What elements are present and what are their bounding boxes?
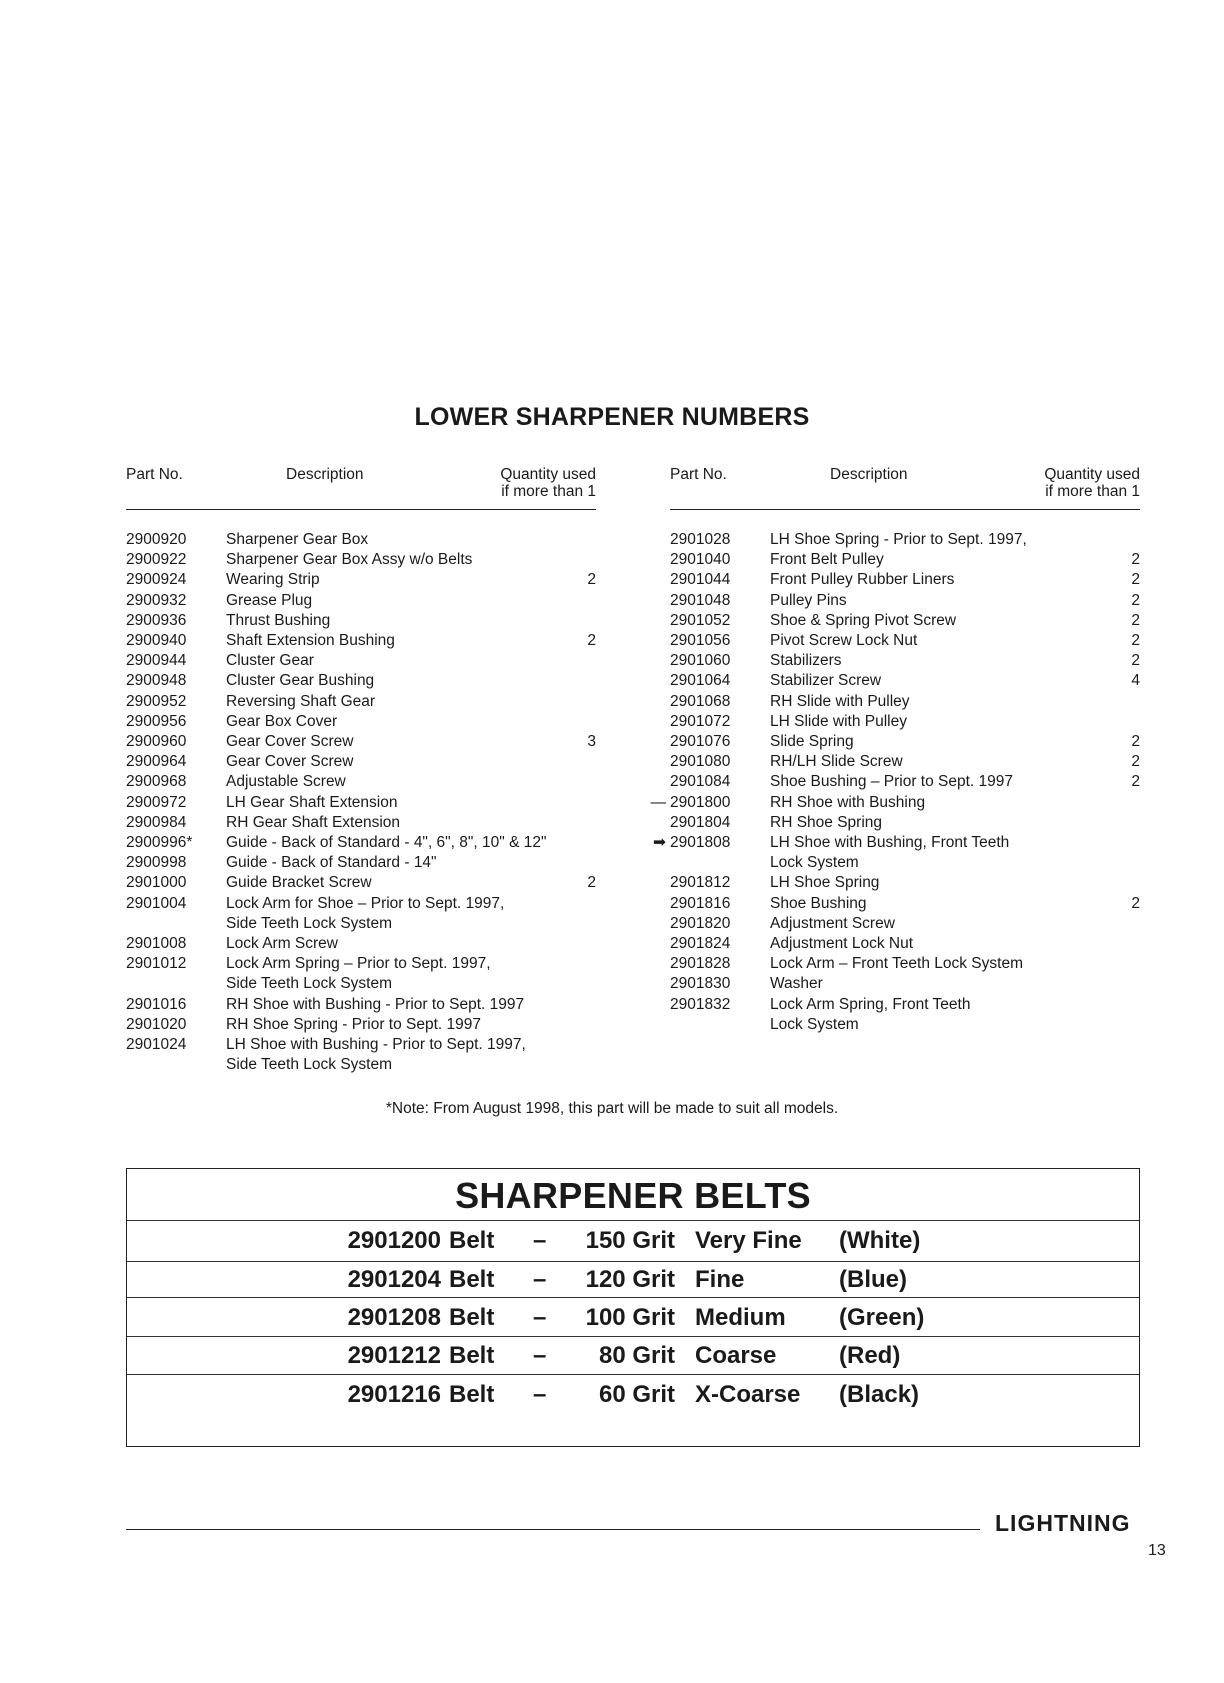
table-row <box>670 591 1140 611</box>
belt-color: (Blue) <box>839 1266 907 1293</box>
belt-grit: 120 Grit <box>585 1266 675 1293</box>
description-line: Wearing Strip <box>226 571 320 589</box>
part-no-header: Part No. <box>126 466 183 483</box>
left-parts-list <box>126 530 596 1075</box>
part-quantity: 2 <box>587 632 596 650</box>
belt-grade: Medium <box>695 1304 786 1331</box>
table-row <box>126 833 596 853</box>
description-header: Description <box>286 466 364 483</box>
part-description <box>770 651 1100 671</box>
part-number: 2900922 <box>126 551 187 569</box>
belt-dash: – <box>533 1304 547 1331</box>
part-quantity: 3 <box>587 733 596 751</box>
part-number: 2901084 <box>670 773 731 791</box>
part-quantity: 2 <box>587 874 596 892</box>
belt-grade: Coarse <box>695 1342 777 1369</box>
part-number: 2901830 <box>670 975 731 993</box>
belt-row <box>127 1375 1139 1415</box>
quantity-header <box>1044 466 1140 500</box>
part-description <box>770 671 1100 691</box>
part-description <box>770 914 1100 934</box>
part-number: 2901040 <box>670 551 731 569</box>
belt-grit: 100 Grit <box>585 1304 675 1331</box>
part-number: 2900948 <box>126 672 187 690</box>
part-number: 2900924 <box>126 571 187 589</box>
table-row <box>126 712 596 732</box>
description-line: Lock Arm Spring – Prior to Sept. 1997, <box>226 955 491 973</box>
description-line: Slide Spring <box>770 733 854 751</box>
description-line: Side Teeth Lock System <box>226 914 392 932</box>
table-row <box>126 1035 596 1075</box>
part-number: 2901828 <box>670 955 731 973</box>
belt-part-number: 2901216 <box>347 1381 441 1408</box>
table-row <box>126 550 596 570</box>
part-description <box>770 692 1100 712</box>
table-row <box>670 752 1140 772</box>
belt-color: (Red) <box>839 1342 901 1369</box>
description-line: Shoe Bushing <box>770 894 867 912</box>
part-number: 2901016 <box>126 995 187 1013</box>
footer-divider <box>126 1529 980 1530</box>
description-header: Description <box>830 466 908 483</box>
belt-color: (Black) <box>839 1381 920 1408</box>
part-number: 2901812 <box>670 874 731 892</box>
part-number: 2901816 <box>670 894 731 912</box>
right-column-header <box>670 466 1140 506</box>
belt-grit: 80 Grit <box>598 1342 675 1369</box>
table-row <box>126 995 596 1015</box>
table-row <box>670 954 1140 974</box>
part-description <box>770 894 1100 914</box>
description-line: Adjustment Lock Nut <box>770 935 914 953</box>
description-line: Grease Plug <box>226 591 313 609</box>
part-number: 2900998 <box>126 854 187 872</box>
table-row <box>670 914 1140 934</box>
table-row <box>653 833 1140 873</box>
description-line: Thrust Bushing <box>226 611 331 629</box>
description-line: RH Shoe Spring - Prior to Sept. 1997 <box>226 1015 482 1033</box>
table-row <box>126 1015 596 1035</box>
part-quantity: 2 <box>1131 551 1140 569</box>
part-description <box>226 1035 556 1075</box>
description-line: Cluster Gear Bushing <box>226 672 375 690</box>
table-row <box>670 995 1140 1035</box>
part-number: 2901072 <box>670 712 731 730</box>
table-row <box>126 611 596 631</box>
table-row <box>126 631 596 651</box>
table-row <box>126 732 596 752</box>
belt-dash: – <box>533 1342 547 1369</box>
description-line: Gear Cover Screw <box>226 733 354 751</box>
part-quantity: 2 <box>1131 611 1140 629</box>
table-row <box>126 772 596 792</box>
part-description <box>770 732 1100 752</box>
part-number: 2901024 <box>126 1036 187 1054</box>
quantity-header-line1: Quantity used <box>1044 466 1140 483</box>
description-line: LH Slide with Pulley <box>770 712 907 730</box>
belt-part-number: 2901200 <box>347 1227 441 1254</box>
quantity-header-line1: Quantity used <box>500 466 596 483</box>
description-line: Lock Arm for Shoe – Prior to Sept. 1997, <box>226 894 505 912</box>
description-line: LH Shoe Spring - Prior to Sept. 1997, <box>770 531 1027 548</box>
table-row <box>670 692 1140 712</box>
table-row <box>670 651 1140 671</box>
part-description <box>770 995 1100 1035</box>
part-description <box>770 833 1100 873</box>
header-divider <box>670 509 1140 510</box>
description-line: RH Slide with Pulley <box>770 692 910 710</box>
part-quantity: 4 <box>1131 672 1140 690</box>
table-row <box>670 732 1140 752</box>
description-line: Washer <box>770 975 823 993</box>
part-number: 2901804 <box>670 813 731 831</box>
belt-part-number: 2901208 <box>347 1304 441 1331</box>
belt-row <box>127 1337 1139 1375</box>
part-number: 2900936 <box>126 611 187 629</box>
table-row <box>126 934 596 954</box>
description-line: Front Pulley Rubber Liners <box>770 571 955 589</box>
part-description <box>770 550 1100 570</box>
part-description <box>226 712 556 732</box>
part-description <box>226 833 556 853</box>
description-line: Guide - Back of Standard - 4", 6", 8", 10" & 12" <box>226 834 547 852</box>
table-row <box>670 530 1140 550</box>
part-number: 2900984 <box>126 813 187 831</box>
part-quantity: 2 <box>1131 591 1140 609</box>
description-line: Stabilizers <box>770 652 842 670</box>
part-number: 2901064 <box>670 672 731 690</box>
part-number: 2901060 <box>670 652 731 670</box>
part-number: 2900920 <box>126 531 187 548</box>
part-quantity: 2 <box>1131 733 1140 751</box>
part-description <box>226 995 556 1015</box>
part-no-header: Part No. <box>670 466 727 483</box>
belt-grit: 150 Grit <box>585 1227 675 1254</box>
part-description <box>226 732 556 752</box>
part-description <box>770 974 1100 994</box>
part-description <box>226 813 556 833</box>
part-quantity: 2 <box>1131 753 1140 771</box>
pointer-arrow-icon: ➡ <box>653 834 666 852</box>
part-quantity: 2 <box>1131 652 1140 670</box>
belt-row <box>127 1262 1139 1298</box>
belt-grade: X-Coarse <box>695 1381 801 1408</box>
table-row <box>126 954 596 994</box>
description-line: Front Belt Pulley <box>770 551 884 569</box>
part-description <box>770 591 1100 611</box>
part-description <box>226 954 556 994</box>
belt-grit: 60 Grit <box>598 1381 675 1408</box>
part-description <box>770 934 1100 954</box>
belt-part-number: 2901204 <box>347 1266 441 1293</box>
part-quantity: 2 <box>587 571 596 589</box>
part-number: 2901808 <box>670 834 731 852</box>
part-description <box>226 873 556 893</box>
header-divider <box>126 509 596 510</box>
belt-grade: Very Fine <box>695 1227 802 1254</box>
belt-row <box>127 1298 1139 1337</box>
table-row <box>126 651 596 671</box>
part-description <box>226 611 556 631</box>
table-row <box>650 793 1140 813</box>
table-row <box>670 813 1140 833</box>
description-line: Lock System <box>770 854 859 872</box>
part-number: 2901068 <box>670 692 731 710</box>
part-number: 2900952 <box>126 692 187 710</box>
description-line: Side Teeth Lock System <box>226 975 392 993</box>
description-line: Gear Cover Screw <box>226 753 354 771</box>
table-row <box>126 873 596 893</box>
part-description <box>770 570 1100 590</box>
description-line: Reversing Shaft Gear <box>226 692 376 710</box>
part-description <box>226 853 556 873</box>
description-line: Lock Arm Spring, Front Teeth <box>770 995 971 1013</box>
part-description <box>226 692 556 712</box>
footnote: *Note: From August 1998, this part will be made to suit all models. <box>385 1100 839 1117</box>
description-line: Stabilizer Screw <box>770 672 882 690</box>
right-parts-column <box>650 466 1140 1035</box>
description-line: Sharpener Gear Box Assy w/o Belts <box>226 551 473 569</box>
table-row <box>126 813 596 833</box>
part-quantity: 2 <box>1131 632 1140 650</box>
description-line: RH Shoe with Bushing <box>770 793 926 811</box>
description-line: Shoe Bushing – Prior to Sept. 1997 <box>770 773 1013 791</box>
part-number: 2900972 <box>126 793 187 811</box>
part-number: 2901044 <box>670 571 731 589</box>
quantity-header <box>500 466 596 500</box>
part-quantity: 2 <box>1131 773 1140 791</box>
part-description <box>226 530 556 550</box>
part-description <box>770 611 1100 631</box>
description-line: Pivot Screw Lock Nut <box>770 632 918 650</box>
belt-item: Belt <box>449 1227 495 1254</box>
part-number: 2900968 <box>126 773 187 791</box>
part-number: 2900996* <box>126 834 193 852</box>
part-number: 2901008 <box>126 935 187 953</box>
part-number: 2901028 <box>670 531 731 548</box>
brand-name: LIGHTNING <box>995 1510 1131 1536</box>
part-description <box>226 671 556 691</box>
part-number: 2901020 <box>126 1015 187 1033</box>
belt-row <box>127 1221 1139 1261</box>
table-row <box>670 873 1140 893</box>
part-description <box>226 651 556 671</box>
description-line: Sharpener Gear Box <box>226 531 369 548</box>
part-number: 2901820 <box>670 914 731 932</box>
part-number: 2901048 <box>670 591 731 609</box>
belt-item: Belt <box>449 1342 495 1369</box>
belts-title: SHARPENER BELTS <box>455 1175 811 1216</box>
description-line: Lock System <box>770 1015 859 1033</box>
part-number: 2901004 <box>126 894 187 912</box>
part-description <box>226 934 556 954</box>
part-quantity: 2 <box>1131 571 1140 589</box>
part-description <box>770 631 1100 651</box>
part-description <box>226 550 556 570</box>
part-description <box>770 954 1100 974</box>
part-number: 2900932 <box>126 591 187 609</box>
part-number: 2900960 <box>126 733 187 751</box>
right-parts-list <box>650 530 1140 1035</box>
part-number: 2901080 <box>670 753 731 771</box>
description-line: Lock Arm – Front Teeth Lock System <box>770 955 1023 973</box>
page-title: LOWER SHARPENER NUMBERS <box>414 403 810 431</box>
quantity-header-line2: if more than 1 <box>501 483 596 500</box>
part-description <box>770 793 1100 813</box>
left-parts-column <box>126 466 596 1075</box>
part-description <box>770 813 1100 833</box>
description-line: Pulley Pins <box>770 591 847 609</box>
part-number: 2901832 <box>670 995 731 1013</box>
table-row <box>670 631 1140 651</box>
table-row <box>670 550 1140 570</box>
part-description <box>226 894 556 934</box>
description-line: Lock Arm Screw <box>226 935 338 953</box>
pointer-arrow-icon: — <box>650 793 666 811</box>
table-row <box>126 671 596 691</box>
description-line: RH Shoe Spring <box>770 813 883 831</box>
part-description <box>770 530 1100 550</box>
table-row <box>670 570 1140 590</box>
description-line: Cluster Gear <box>226 652 314 670</box>
description-line: Side Teeth Lock System <box>226 1056 392 1074</box>
description-line: Guide - Back of Standard - 14" <box>226 854 437 872</box>
belt-color: (White) <box>839 1227 921 1254</box>
part-description <box>770 752 1100 772</box>
table-row <box>126 530 596 550</box>
description-line: Adjustable Screw <box>226 773 346 791</box>
part-description <box>226 752 556 772</box>
table-row <box>670 894 1140 914</box>
part-description <box>770 772 1100 792</box>
part-number: 2901052 <box>670 611 731 629</box>
description-line: LH Shoe Spring <box>770 874 880 892</box>
part-number: 2901000 <box>126 874 187 892</box>
part-number: 2900964 <box>126 753 187 771</box>
part-description <box>226 793 556 813</box>
part-description <box>770 712 1100 732</box>
description-line: RH Shoe with Bushing - Prior to Sept. 1997 <box>226 995 525 1013</box>
table-row <box>126 692 596 712</box>
belt-color: (Green) <box>839 1304 925 1331</box>
table-row <box>670 934 1140 954</box>
table-row <box>126 570 596 590</box>
page-number: 13 <box>1148 1542 1166 1559</box>
description-line: RH Gear Shaft Extension <box>226 813 401 831</box>
table-row <box>126 752 596 772</box>
quantity-header-line2: if more than 1 <box>1045 483 1140 500</box>
description-line: Shaft Extension Bushing <box>226 632 395 650</box>
belt-dash: – <box>533 1227 547 1254</box>
part-number: 2901056 <box>670 632 731 650</box>
part-description <box>770 873 1100 893</box>
table-row <box>126 894 596 934</box>
table-row <box>126 853 596 873</box>
part-description <box>226 772 556 792</box>
belt-item: Belt <box>449 1381 495 1408</box>
part-description <box>226 1015 556 1035</box>
table-row <box>126 793 596 813</box>
description-line: LH Shoe with Bushing - Prior to Sept. 1997, <box>226 1036 526 1054</box>
part-number: 2900956 <box>126 712 187 730</box>
description-line: Guide Bracket Screw <box>226 874 372 892</box>
part-description <box>226 631 556 651</box>
part-number: 2900940 <box>126 632 187 650</box>
left-column-header <box>126 466 596 506</box>
sharpener-belts-box <box>126 1168 1140 1447</box>
description-line: LH Gear Shaft Extension <box>226 793 398 811</box>
belt-grade: Fine <box>695 1266 745 1293</box>
part-description <box>226 570 556 590</box>
part-number: 2901800 <box>670 793 731 811</box>
part-description <box>226 591 556 611</box>
description-line: Adjustment Screw <box>770 914 895 932</box>
belt-item: Belt <box>449 1266 495 1293</box>
table-row <box>670 712 1140 732</box>
part-number: 2901076 <box>670 733 731 751</box>
table-row <box>670 611 1140 631</box>
table-row <box>670 974 1140 994</box>
belt-dash: – <box>533 1381 547 1408</box>
description-line: RH/LH Slide Screw <box>770 753 903 771</box>
table-row <box>670 772 1140 792</box>
belt-part-number: 2901212 <box>347 1342 441 1369</box>
description-line: Gear Box Cover <box>226 712 338 730</box>
description-line: LH Shoe with Bushing, Front Teeth <box>770 834 1010 852</box>
description-line: Shoe & Spring Pivot Screw <box>770 611 957 629</box>
belt-item: Belt <box>449 1304 495 1331</box>
table-row <box>670 671 1140 691</box>
part-quantity: 2 <box>1131 894 1140 912</box>
part-number: 2901824 <box>670 935 731 953</box>
table-row <box>126 591 596 611</box>
part-number: 2900944 <box>126 652 187 670</box>
part-number: 2901012 <box>126 955 187 973</box>
belt-dash: – <box>533 1266 547 1293</box>
